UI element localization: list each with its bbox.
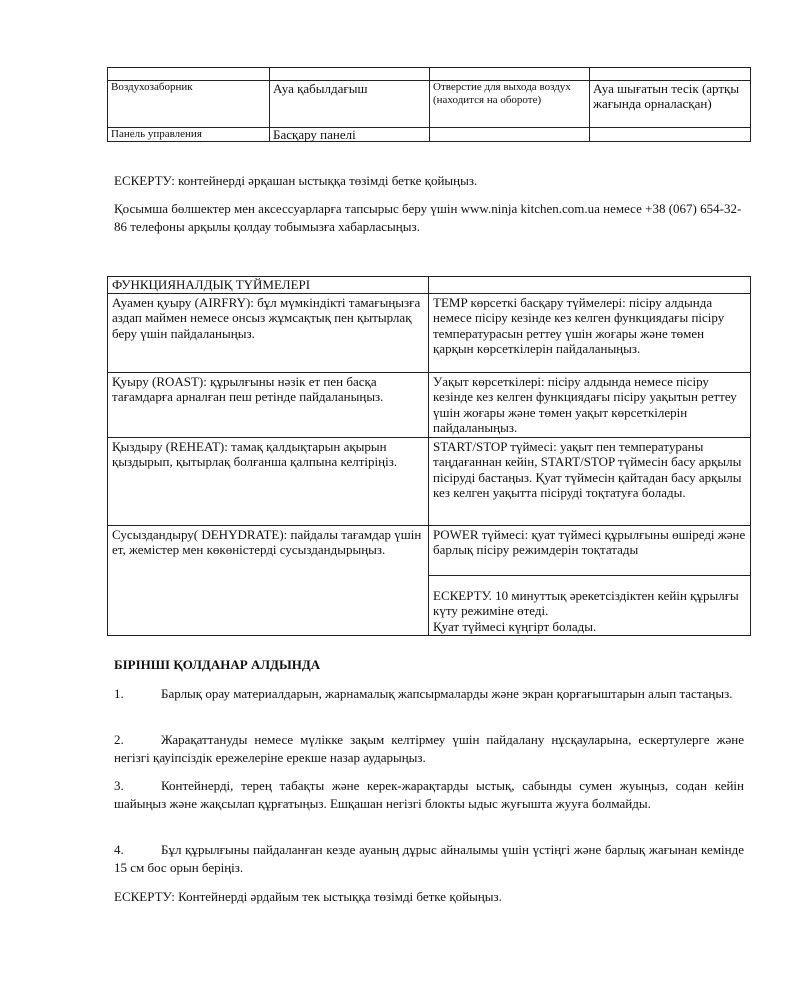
list-text: Контейнерді, терең табақты және керек-жарақтарды ыстық, сабынды сумен жуыңыз, содан кейін шайыңыз және жақсылап құрғатыңыз. Ешқашан негізгі блокты ыдыс жуғышта жууға болмайды. bbox=[114, 778, 744, 811]
button-description: Уақыт көрсеткілері: пісіру алдында немесе пісіру кезінде кез келген функциядағы пісіру уақытын реттеу үшін жоғары және төмен уақыт көрсеткілерін пайдаланыңыз. bbox=[429, 372, 751, 437]
list-item bbox=[114, 777, 744, 813]
function-description: Сусыздандыру( DEHYDRATE): пайдалы тағамдар үшін ет, жемістер мен көкөністерді сусыздандырыңыз. bbox=[108, 525, 429, 636]
order-info: Қосымша бөлшектер мен аксессуарларға тапсырыс беру үшін www.ninja kitchen.com.ua немесе +38 (067) 654-32-86 телефоны арқылы қолдау тобымызға хабарласыңыз. bbox=[114, 201, 742, 234]
function-description: Қуыру (ROAST): құрылғыны нәзік ет пен басқа тағамдарға арналған пеш ретінде пайдаланыңыз. bbox=[108, 372, 429, 437]
table-row bbox=[108, 293, 751, 372]
list-number: 1. bbox=[114, 686, 124, 701]
button-description-group bbox=[429, 525, 751, 636]
function-description: Қыздыру (REHEAT): тамақ қалдықтарын ақырын қыздырып, қытырлақ болғанша қалпына келтіріңіз. bbox=[108, 437, 429, 525]
button-description: START/STOP түймесі: уақыт пен температураны таңдағаннан кейін, START/STOP түймесін басу арқылы пісіруді бастаңыз. Қуат түймесін қайтадан басу арқылы кез келген уақытта пісіруді тоқтатуға болады. bbox=[429, 437, 751, 525]
table-row bbox=[108, 525, 751, 636]
table-cell: Басқару панелі bbox=[270, 128, 430, 142]
table-header-row bbox=[108, 277, 751, 294]
note-container: ЕСКЕРТУ: контейнерді әрқашан ыстыққа төзімді бетке қойыңыз. bbox=[114, 173, 478, 188]
table-row bbox=[108, 81, 751, 128]
final-note: ЕСКЕРТУ: Контейнерді әрдайым тек ыстыққа төзімді бетке қойыңыз. bbox=[114, 889, 502, 904]
table-row bbox=[108, 68, 751, 81]
table-cell bbox=[430, 128, 590, 142]
list-text: Барлық орау материалдарын, жарнамалық жапсырмаларды және экран қорғағыштарын алып тастаңыз. bbox=[161, 686, 733, 701]
table-header-cell: ФУНКЦИЯНАЛДЫҚ ТҮЙМЕЛЕРІ bbox=[108, 277, 429, 294]
standby-note: ЕСКЕРТУ. 10 минуттық әрекетсіздіктен кейін құрылғы күту режиміне өтеді. Қуат түймесі күңгірт болады. bbox=[429, 575, 750, 636]
table-cell bbox=[590, 128, 751, 142]
table-cell bbox=[430, 68, 590, 81]
table-cell: Ауа қабылдағыш bbox=[270, 81, 430, 128]
list-number: 3. bbox=[114, 778, 124, 793]
table-row bbox=[108, 372, 751, 437]
list-text: Бұл құрылғыны пайдаланған кезде ауаның дұрыс айналымы үшін үстіңгі және барлық жағынан кемінде 15 см бос орын беріңіз. bbox=[114, 842, 744, 875]
list-text: Жарақаттануды немесе мүлікке зақым келтірмеу үшін пайдалану нұсқауларына, ескертулерге және негізгі қауіпсіздік ережелеріне ерекше назар аударыңыз. bbox=[114, 732, 744, 765]
parts-table bbox=[107, 67, 751, 142]
table-cell: Ауа шығатын тесік (артқы жағында орналасқан) bbox=[590, 81, 751, 128]
button-description: POWER түймесі: қуат түймесі құрылғыны өшіреді және барлық пісіру режимдерін тоқтатады bbox=[433, 526, 746, 557]
list-number: 4. bbox=[114, 842, 124, 857]
table-cell: Отверстие для выхода воздух (находится на обороте) bbox=[430, 81, 590, 128]
list-number: 2. bbox=[114, 732, 124, 747]
table-row bbox=[108, 128, 751, 142]
function-description: Ауамен қуыру (AIRFRY): бұл мүмкіндікті тамағыңызға аздап маймен немесе онсыз жұмсақтық пен қытырлақ беру үшін пайдаланыңыз. bbox=[108, 293, 429, 372]
list-item bbox=[114, 685, 744, 703]
list-item bbox=[114, 841, 744, 877]
table-cell: Воздухозаборник bbox=[108, 81, 270, 128]
section-heading: БІРІНШІ ҚОЛДАНАР АЛДЫНДА bbox=[114, 657, 321, 672]
table-cell bbox=[590, 68, 751, 81]
list-item bbox=[114, 731, 744, 767]
table-header-cell bbox=[429, 277, 751, 294]
table-cell: Панель управления bbox=[108, 128, 270, 142]
button-description: TEMP көрсеткі басқару түймелері: пісіру алдында немесе пісіру кезінде кез келген функциядағы пісіру температурасын реттеу үшін жоғары және төмен қарқын көрсеткілерін пайдаланыңыз. bbox=[429, 293, 751, 372]
function-buttons-table bbox=[107, 276, 751, 636]
table-row bbox=[108, 437, 751, 525]
table-cell bbox=[270, 68, 430, 81]
table-cell bbox=[108, 68, 270, 81]
